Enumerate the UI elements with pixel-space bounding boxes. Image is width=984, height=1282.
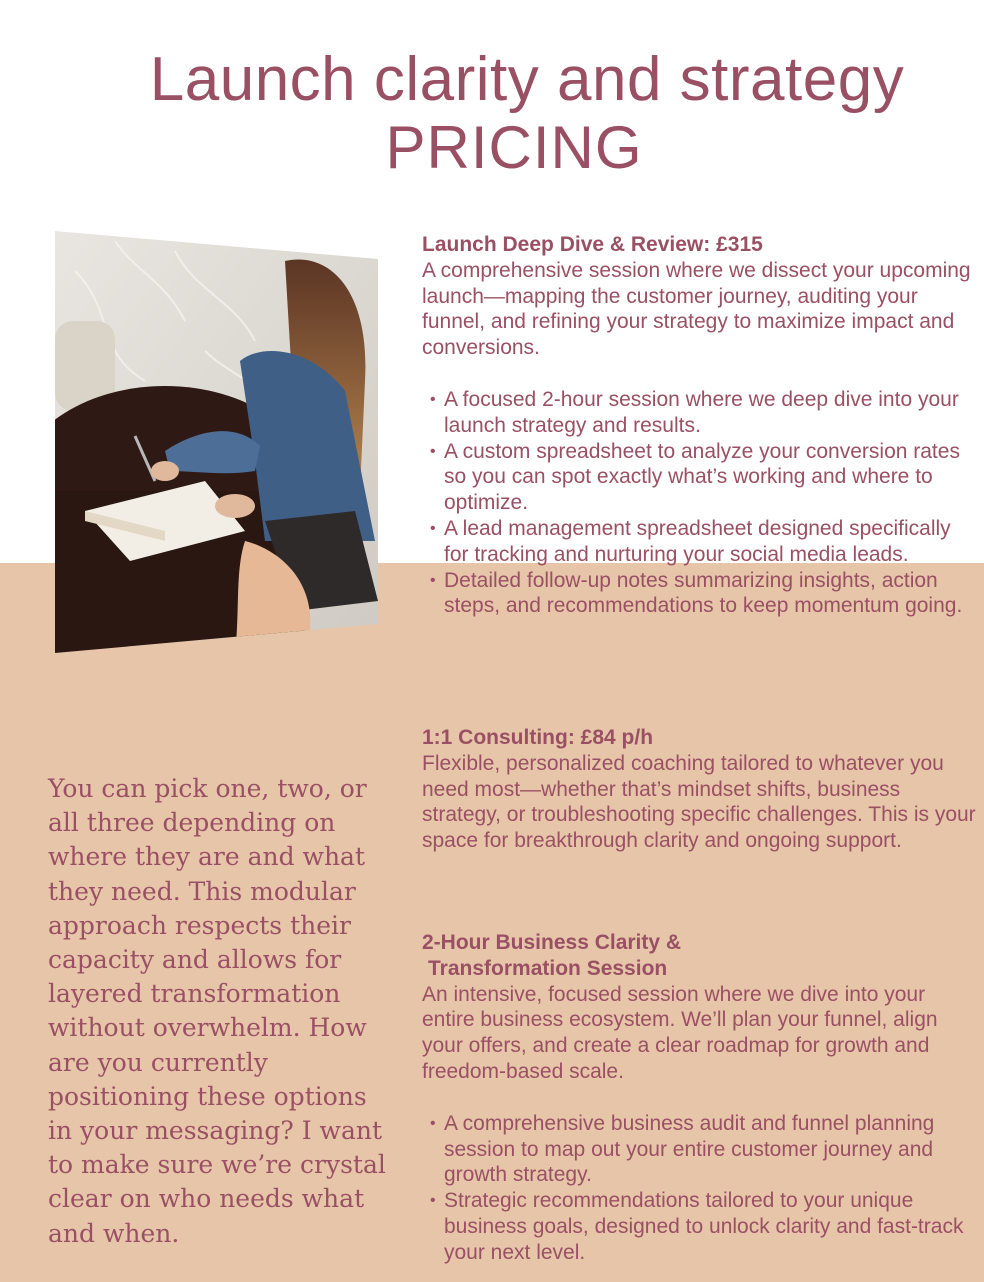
deep-dive-bullet-list — [422, 387, 978, 619]
clarity-session-heading-line2: Transformation Session — [428, 956, 668, 980]
list-item: • Detailed follow-up notes summarizing insights, action steps, and recommendations to keep momentum going. — [422, 568, 978, 620]
page-subtitle: PRICING — [385, 114, 643, 181]
clarity-session-bullet-list — [422, 1111, 978, 1266]
list-item: • A focused 2-hour session where we deep dive into your launch strategy and results. — [422, 387, 978, 439]
list-item: • Strategic recommendations tailored to your unique business goals, designed to unlock clarity and fast-track your next level. — [422, 1188, 978, 1265]
list-item: • A custom spreadsheet to analyze your conversion rates so you can spot exactly what’s working and where to optimize. — [422, 439, 978, 516]
deep-dive-section — [422, 232, 978, 619]
consulting-heading: 1:1 Consulting: £84 p/h — [422, 726, 654, 749]
clarity-session-heading-line1: 2-Hour Business Clarity & — [422, 931, 682, 954]
consulting-section — [422, 725, 978, 854]
list-item: • A comprehensive business audit and funnel planning session to map out your entire customer journey and growth strategy. — [422, 1111, 978, 1188]
list-item: • A lead management spreadsheet designed specifically for tracking and nurturing your social media leads. — [422, 516, 978, 568]
page-title: Launch clarity and strategy — [149, 45, 905, 114]
woman-writing-in-notebook-photo — [55, 231, 378, 653]
clarity-session-heading — [422, 930, 978, 982]
side-note-text: You can pick one, two, or all three depending on where they are and what they need. This modular approach respects their capacity and allows for layered transformation without overwhelm. How are you currently positioning these options in your messaging? I want to make sure we’re crystal clear on who needs what and when. — [48, 774, 386, 1248]
clarity-session-section — [422, 930, 978, 1266]
consulting-description: Flexible, personalized coaching tailored to whatever you need most—whether that’s mindset shifts, business strategy, or troubleshooting specific challenges. This is your space for breakthrough clarity and ongoing support. — [422, 751, 976, 853]
deep-dive-description: A comprehensive session where we dissect your upcoming launch—mapping the customer journey, auditing your funnel, and refining your strategy to maximize impact and conversions. — [422, 258, 971, 360]
clarity-session-description: An intensive, focused session where we dive into your entire business ecosystem. We’ll plan your funnel, align your offers, and create a clear roadmap for growth and freedom-based scale. — [422, 982, 938, 1083]
deep-dive-heading: Launch Deep Dive & Review: £315 — [422, 233, 763, 256]
